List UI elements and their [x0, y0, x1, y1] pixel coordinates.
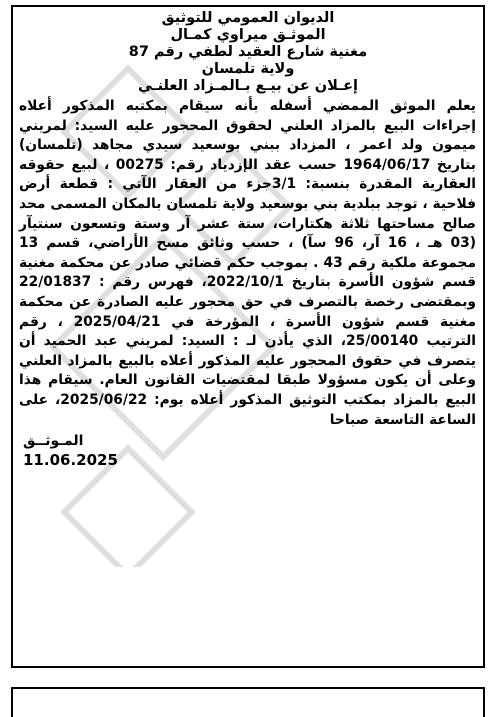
- office-address: مغنية شارع العقيد لطفي رقم 87: [128, 44, 368, 60]
- signature-date: 11.06.2025: [23, 451, 118, 470]
- notice-header: [13, 7, 483, 95]
- notice-title: إعـلان عن بيـع بـالمـزاد العلنـي: [137, 78, 359, 94]
- notice-body: [13, 97, 483, 430]
- signature-role: المـوثــق: [23, 433, 84, 450]
- office-title: الديوان العمومي للتوثيق: [161, 10, 335, 26]
- next-notice-frame: [11, 687, 485, 717]
- notary-name: الموثـق ميراوي كمـال: [170, 27, 326, 43]
- province: ولاية تلمسان: [201, 61, 295, 77]
- signature-block: [13, 432, 483, 470]
- notice-frame: [11, 5, 485, 668]
- notice-body-text: يعلم الموثق الممضي أسفله بأنه سيقام بمكتبه المذكور أعلاه إجراءات البيع بالمزاد العلني لحقوق المحجور عليه السيد: لمريني ميمون ولد اعمر ، المزداد ببني بوسعيد سيدي مجاهد (تلمسان) بتاريخ 1964/06/17 حسب عقد الإزدياد رقم: 00275 ، لبيع حقوقه العقارية المقدرة بنسبة: 3/1جزء من العقار الآتي : قطعة أرض فلاحية ، توجد ببلدية بني بوسعيد ولاية تلمسان بالمكان المسمى محد صالح مساحتها ثلاثة هكتارات، ستة عشر آر وستة وتسعون سنتيآر (03 هـ ، 16 آر، 96 سآ) ، حسب وثائق مسح الأراضي، قسم 13 مجموعة ملكية رقم 43 . بموجب حكم قضائي صادر عن محكمة مغنية قسم شؤون الأسرة بتاريخ 2022/10/1، فهرس رقم : 22/01837 وبمقتضى رخصة بالتصرف في حق محجور عليه الصادرة عن محكمة مغنية قسم شؤون الأسرة ، المؤرخة في 2025/04/21 ، رقم الترتيب 25/00140، الذي يأذن لـ : السيد: لمريني عبد الحميد أن يتصرف في حقوق المحجور عليه المذكور أعلاه بالبيع بالمزاد العلني وعلى أن يكون مسؤولا طبقا لمقتضيات القانون العام. سيقام هذا البيع بالمزاد بمكتب التوثيق المذكور أعلاه يوم: 2025/06/22، على الساعة التاسعة صباحا: [19, 98, 477, 428]
